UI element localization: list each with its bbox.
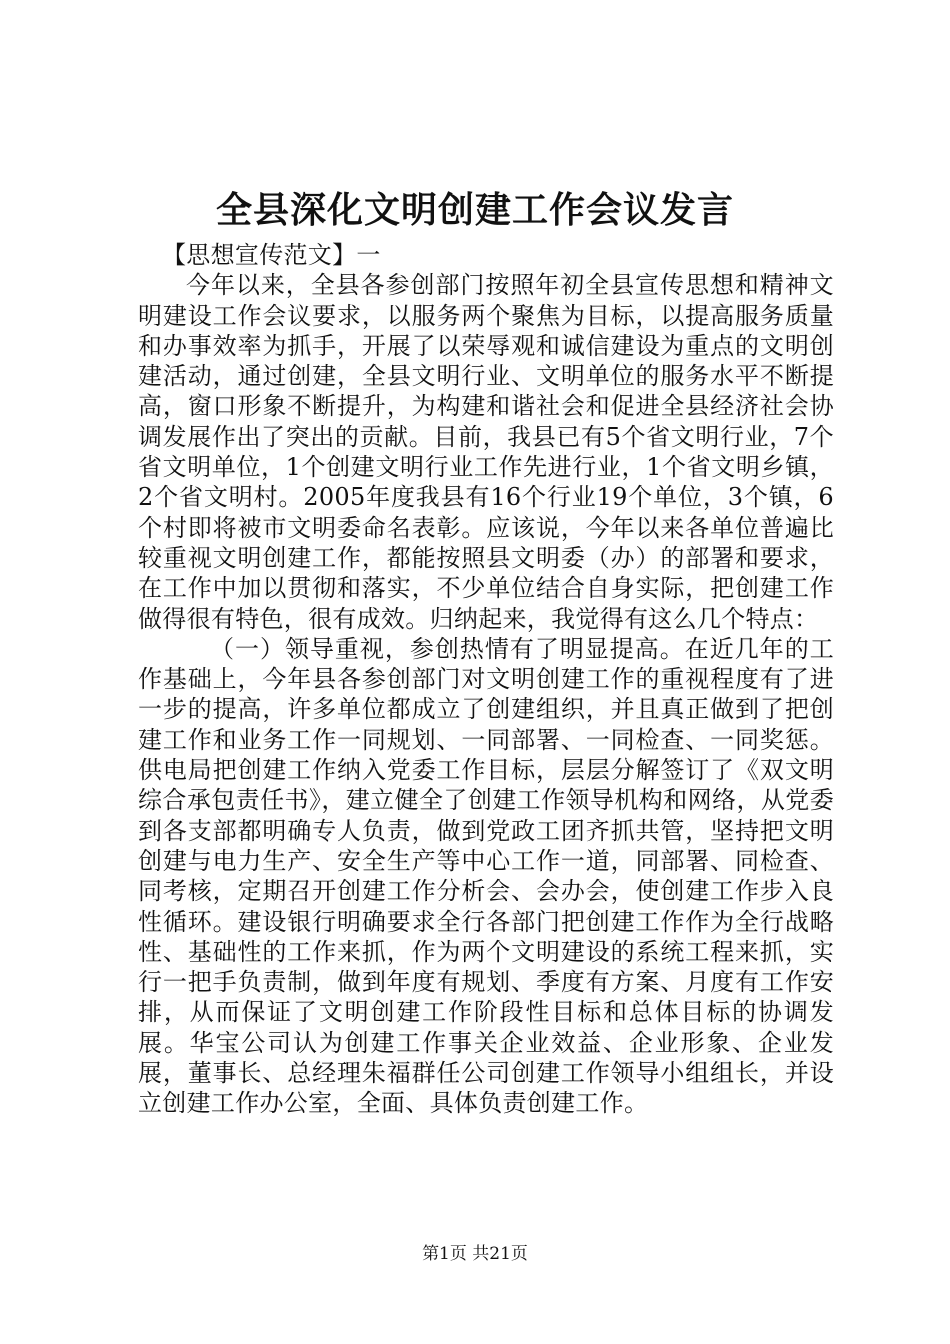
paragraph-intro: 今年以来，全县各参创部门按照年初全县宣传思想和精神文明建设工作会议要求，以服务两个聚焦为目标，以提高服务质量和办事效率为抓手，开展了以荣辱观和诚信建设为重点的文明创建活动，通过创建，全县文明行业、文明单位的服务水平不断提高，窗口形象不断提升，为构建和谐社会和促进全县经济社会协调发展作出了突出的贡献。目前，我县已有5个省文明行业，7个省文明单位，1个创建文明行业工作先进行业，1个省文明乡镇，2个省文明村。2005年度我县有16个行业19个单位，3个镇，6个村即将被市文明委命名表彰。应该说，今年以来各单位普遍比较重视文明创建工作，都能按照县文明委（办）的部署和要求，在工作中加以贯彻和落实，不少单位结合自身实际，把创建工作做得很有特色，很有成效。归纳起来，我觉得有这么几个特点： bbox=[138, 271, 834, 633]
paragraph-section-one: （一）领导重视，参创热情有了明显提高。在近几年的工作基础上，今年县各参创部门对文明创建工作的重视程度有了进一步的提高，许多单位都成立了创建组织，并且真正做到了把创建工作和业务工作一同规划、一同部署、一同检查、一同奖惩。供电局把创建工作纳入党委工作目标，层层分解签订了《双文明综合承包责任书》，建立健全了创建工作领导机构和网络，从党委到各支部都明确专人负责，做到党政工团齐抓共管，坚持把文明创建与电力生产、安全生产等中心工作一道，同部署、同检查、同考核，定期召开创建工作分析会、会办会，使创建工作步入良性循环。建设银行明确要求全行各部门把创建工作作为全行战略性、基础性的工作来抓，作为两个文明建设的系统工程来抓，实行一把手负责制，做到年度有规划、季度有方案、月度有工作安排，从而保证了文明创建工作阶段性目标和总体目标的协调发展。华宝公司认为创建工作事关企业效益、企业形象、企业发展，董事长、总经理朱福群任公司创建工作领导小组组长，并设立创建工作办公室，全面、具体负责创建工作。 bbox=[138, 634, 834, 1118]
category-label: 【思想宣传范文】一 bbox=[162, 241, 381, 269]
document-body bbox=[138, 240, 834, 1119]
document-title: 全县深化文明创建工作会议发言 bbox=[215, 189, 734, 231]
page-footer: 第1页 共21页 bbox=[422, 1244, 528, 1264]
